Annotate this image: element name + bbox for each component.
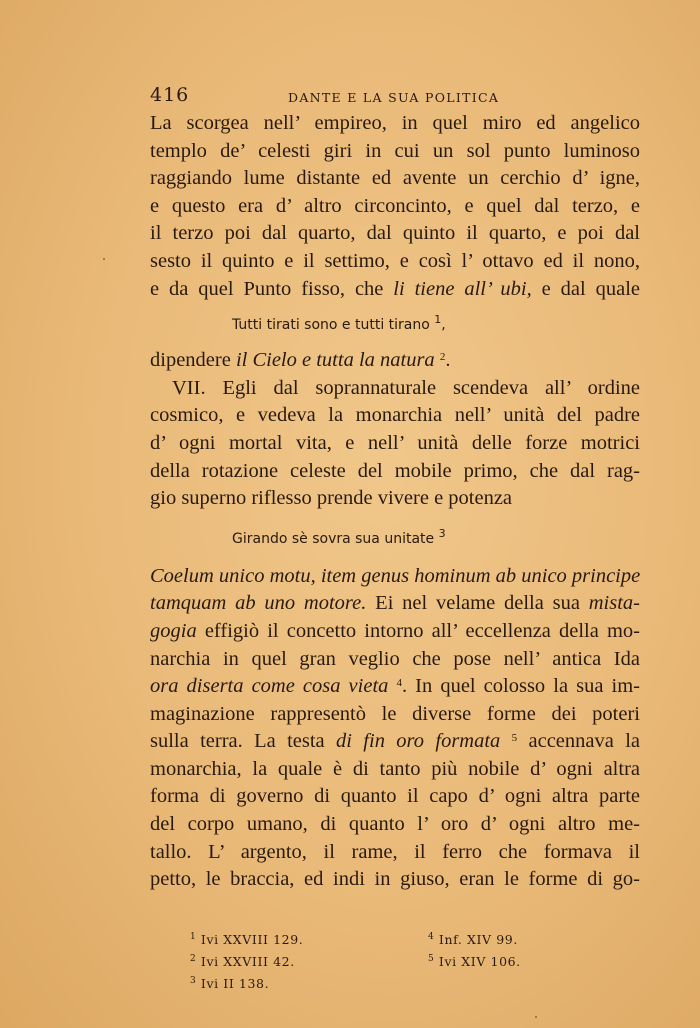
text-line: raggiando lume distante ed avente un cerchio d’ igne, <box>150 167 640 190</box>
footnote-2 <box>190 954 295 969</box>
italic-run: ora diserta come cosa vieta <box>150 675 389 698</box>
italic-run: di fin oro formata <box>336 730 501 753</box>
footnote-ref: 2 <box>439 351 446 364</box>
text-line: della rotazione celeste del mobile primo, che dal rag- <box>150 459 640 482</box>
text-line: maginazione rappresentò le diverse forme dei poteri <box>150 702 640 725</box>
text-line: monarchia, la quale è di tanto più nobile d’ ogni altra <box>150 757 640 780</box>
footnote-1 <box>190 932 303 947</box>
page-number: 416 <box>150 84 190 106</box>
footnote-ref: 3 <box>438 526 446 540</box>
italic-run: il Cielo e tutta la natura <box>235 349 435 372</box>
text-line: il terzo poi dal quarto, dal quinto il quarto, e poi dal <box>150 222 640 245</box>
text-run: accennava la <box>517 730 641 753</box>
italic-run: mista- <box>588 592 640 615</box>
text-line: d’ ogni mortal vita, e nell’ unità delle forze motrici <box>150 431 640 454</box>
text-line: La scorgea nell’ empireo, in quel miro ed angelico <box>150 112 640 134</box>
paragraph-2 <box>150 375 640 513</box>
paper-speck <box>535 1016 537 1018</box>
text-line: sesto il quinto e il settimo, e così l’ ottavo ed il nono, <box>150 249 640 272</box>
text-run: . In quel colosso la sua im- <box>401 675 640 698</box>
text-line <box>150 673 640 701</box>
text-run: effigiò il concetto intorno all’ eccellenza della mo- <box>196 619 640 642</box>
text-line: petto, le braccia, ed indi in giuso, eran le forme di go- <box>150 868 640 891</box>
text-line: gio superno riflesso prende vivere e potenza <box>150 487 513 510</box>
paragraph-1 <box>150 110 640 303</box>
footnote-number: 5 <box>428 954 435 964</box>
text-run: . <box>445 349 451 372</box>
text-line: narchia in quel gran veglio che pose nell’ antica Ida <box>150 647 640 670</box>
text-line <box>150 618 640 646</box>
text-line: tallo. L’ argento, il rame, il ferro che formava il <box>150 840 640 863</box>
text-line: del corpo umano, di quanto l’ oro d’ ogni altro me- <box>150 813 640 836</box>
footnote-text: Ivi XXVIII 129. <box>200 932 304 947</box>
footnote-text: Ivi XIV 106. <box>438 954 521 969</box>
text-line: e questo era d’ altro circoncinto, e quel dal terzo, e <box>150 194 640 217</box>
quote-text: Girando sè sovra sua unitate <box>232 530 435 547</box>
footnote-3 <box>190 976 269 991</box>
footnote-4 <box>428 932 518 947</box>
text-run: sulla terra. La testa <box>150 730 336 753</box>
page-header <box>150 84 640 110</box>
footnote-ref: 5 <box>511 732 518 745</box>
text-line: cosmico, e vedeva la monarchia nell’ unità del padre <box>150 404 640 427</box>
footnote-text: Ivi XXVIII 42. <box>200 954 295 969</box>
quote-text: Tutti tirati sono e tutti tirano <box>232 317 430 334</box>
footnote-number: 2 <box>190 954 197 964</box>
footnote-number: 3 <box>190 976 197 986</box>
text-line <box>150 563 640 591</box>
text-line: templo de’ celesti giri in cui un sol punto luminoso <box>150 139 640 162</box>
text-run: dipendere <box>150 349 236 372</box>
italic-run: gogia <box>150 619 197 642</box>
italic-run: li tiene all’ ubi, <box>393 277 532 300</box>
footnote-ref: 1 <box>434 313 442 327</box>
paper-speck <box>103 258 105 260</box>
text-line: VII. Egli dal soprannaturale scendeva all’ ordine <box>172 376 640 399</box>
verse-quote-2 <box>150 527 640 551</box>
footnote-ref: 4 <box>396 677 402 690</box>
italic-run: Coelum unico motu, item genus hominum ab unico principe <box>150 564 641 587</box>
paragraph-3 <box>150 563 640 894</box>
italic-run: tamquam ab uno motore. <box>150 592 367 615</box>
text-line <box>150 347 640 375</box>
text-line: forma di governo di quanto il capo d’ ogni altra parte <box>150 785 640 808</box>
text-run: e da quel Punto fisso, che <box>150 277 394 300</box>
footnote-number: 4 <box>428 932 435 942</box>
text-line <box>150 590 640 618</box>
page-body <box>150 84 640 894</box>
running-title: DANTE E LA SUA POLITICA <box>288 90 500 105</box>
verse-quote-1: Tutti tirati sono e tutti tirano $^1$, <box>232 313 446 334</box>
text-run: Ei nel velame della sua <box>366 592 589 615</box>
text-line <box>150 728 640 756</box>
text-run: e dal quale <box>531 277 640 300</box>
footnote-number: 1 <box>190 932 197 942</box>
footnote-text: Ivi II 138. <box>200 976 270 991</box>
text-line <box>150 276 640 304</box>
footnote-text: Inf. XIV 99. <box>438 932 518 947</box>
footnote-5 <box>428 954 521 969</box>
